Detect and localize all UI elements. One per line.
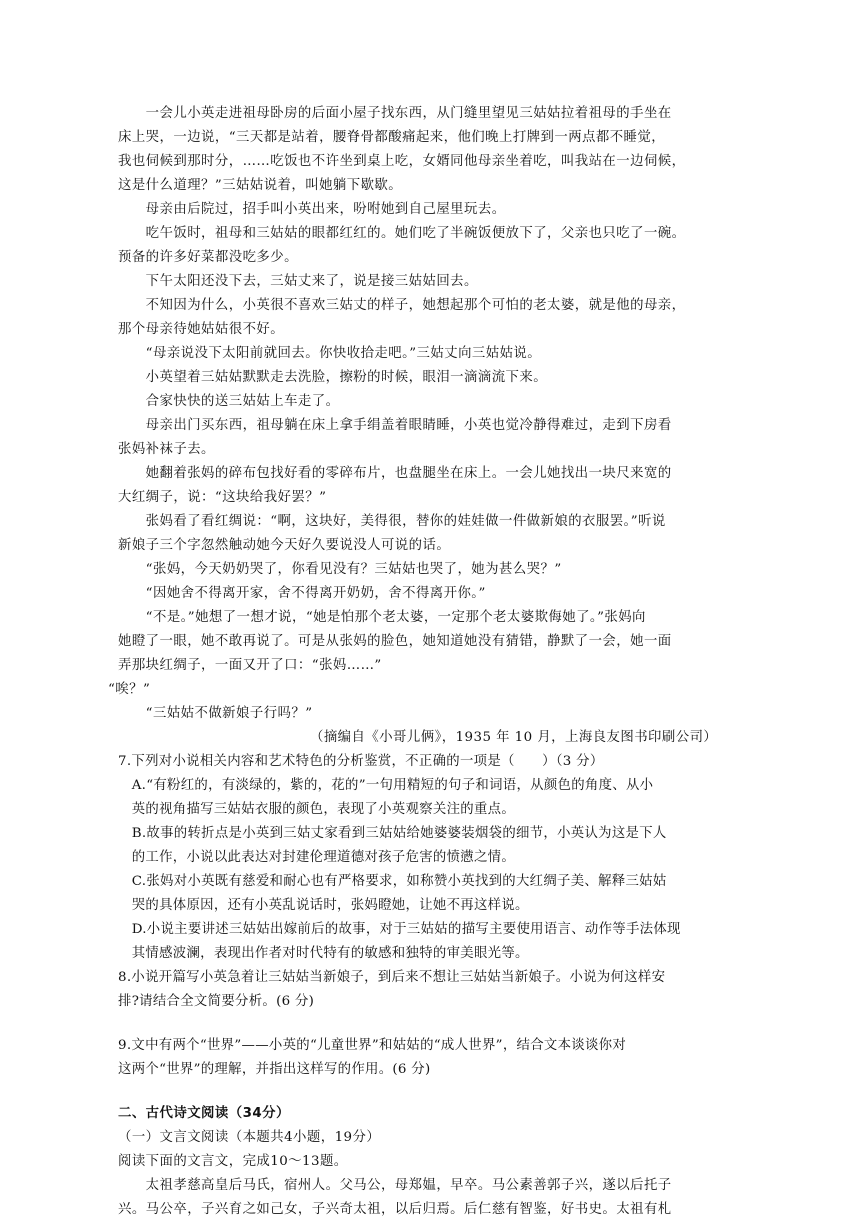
question-7-stem: 7.下列对小说相关内容和艺术特色的分析鉴赏，不正确的一项是（ ）（3 分） (118, 754, 604, 769)
passage-line: “母亲说没下太阳前就回去。你快收拾走吧。”三姑丈向三姑姑说。 (118, 346, 542, 361)
passage-line: 她瞪了一眼，她不敢再说了。可是从张妈的脸色，她知道她没有猜错，静默了一会，她一面 (118, 634, 672, 649)
passage-line: 床上哭，一边说，“三天都是站着，腰脊骨都酸痛起来，他们晚上打牌到一两点都不睡觉， (118, 130, 666, 145)
section-heading: 二、古代诗文阅读（34分） (118, 1106, 290, 1121)
question-7-option: A.“有粉红的，有淡绿的，紫的，花的”一句用精短的句子和词语，从颜色的角度、从小 (118, 778, 654, 793)
question-8: 8.小说开篇写小英急着让三姑姑当新娘子，到后来不想让三姑姑当新娘子。小说为何这样安 (118, 970, 666, 985)
question-7-option: 其情感波澜，表现出作者对时代特有的敏感和独特的审美眼光等。 (118, 946, 529, 961)
passage-line: “因她舍不得离开家，舍不得离开奶奶，舍不得离开你。” (118, 586, 486, 601)
section-subheading: （一）文言文阅读（本题共4小题，19分） (118, 1130, 381, 1145)
passage-line: 她翻着张妈的碎布包找好看的零碎布片，也盘腿坐在床上。一会儿她找出一块尺来宽的 (118, 466, 672, 481)
classical-text-line: 太祖孝慈高皇后马氏，宿州人。父马公，母郑媪，早卒。马公素善郭子兴，遂以后托子 (118, 1178, 672, 1193)
passage-line: 那个母亲待她姑姑很不好。 (118, 322, 285, 337)
passage-line: 这是什么道理？”三姑姑说着，叫她躺下歇歇。 (118, 178, 403, 193)
passage-line: 下午太阳还没下去，三姑丈来了，说是接三姑姑回去。 (118, 274, 478, 289)
passage-line: 我也伺候到那时分，……吃饭也不许坐到桌上吃，女婿同他母亲坐着吃，叫我站在一边伺候， (118, 154, 686, 169)
question-7-option: D.小说主要讲述三姑姑出嫁前后的故事，对于三姑姑的描写主要使用语言、动作等手法体现 (118, 922, 681, 937)
passage-line: “唉？” (108, 682, 151, 697)
passage-line: 吃午饭时，祖母和三姑姑的眼都红红的。她们吃了半碗饭便放下了，父亲也只吃了一碗。 (118, 226, 686, 241)
question-9: 9.文中有两个“世界”——小英的“儿童世界”和姑姑的“成人世界”，结合文本谈谈你对 (118, 1038, 627, 1053)
passage-line: 不知因为什么，小英很不喜欢三姑丈的样子，她想起那个可怕的老太婆，就是他的母亲， (118, 298, 686, 313)
passage-line: 母亲出门买东西，祖母躺在床上拿手绢盖着眼睛睡，小英也觉冷静得难过，走到下房看 (118, 418, 672, 433)
passage-line: “三姑姑不做新娘子行吗？” (118, 706, 313, 721)
question-7-option: C.张妈对小英既有慈爱和耐心也有严格要求，如称赞小英找到的大红绸子美、解释三姑姑 (118, 874, 667, 889)
passage-line: 张妈补袜子去。 (118, 442, 215, 457)
question-9: 这两个“世界”的理解，并指出这样写的作用。(6 分) (118, 1062, 431, 1077)
passage-line: “不是。”她想了一想才说，“她是怕那个老太婆，一定那个老太婆欺侮她了。”张妈向 (118, 610, 646, 625)
passage-line: 小英望着三姑姑默默走去洗脸，擦粉的时候，眼泪一滴滴流下来。 (118, 370, 548, 385)
passage-line: 一会儿小英走进祖母卧房的后面小屋子找东西，从门缝里望见三姑姑拉着祖母的手坐在 (118, 106, 672, 121)
passage-line: 新娘子三个字忽然触动她今天好久要说没人可说的话。 (118, 538, 451, 553)
question-7-option: 哭的具体原因，还有小英乱说话时，张妈瞪她，让她不再这样说。 (118, 898, 529, 913)
passage-line: 张妈看了看红绸说：“啊，这块好，美得很，替你的娃娃做一件做新娘的衣服罢。”听说 (118, 514, 666, 529)
source-citation: （摘编自《小哥儿俩》，1935 年 10 月，上海良友图书印刷公司） (310, 730, 718, 745)
question-7-option: 英的视角描写三姑姑衣服的颜色，表现了小英观察关注的重点。 (118, 802, 516, 817)
passage-line: 合家快快的送三姑姑上车走了。 (118, 394, 340, 409)
passage-line: 弄那块红绸子，一面又开了口：“张妈……” (118, 658, 382, 673)
passage-line: “张妈，今天奶奶哭了，你看见没有？三姑姑也哭了，她为甚么哭？” (118, 562, 562, 577)
section-instruction: 阅读下面的文言文，完成10～13题。 (118, 1154, 348, 1169)
question-8: 排?请结合全文简要分析。(6 分) (118, 994, 315, 1009)
question-7-option: B.故事的转折点是小英到三姑丈家看到三姑姑给她婆婆装烟袋的细节，小英认为这是下人 (118, 826, 667, 841)
passage-line: 大红绸子，说：“这块给我好罢？” (118, 490, 327, 505)
passage-line: 预备的许多好菜都没吃多少。 (118, 250, 298, 265)
passage-line: 母亲由后院过，招手叫小英出来，吩咐她到自己屋里玩去。 (118, 202, 506, 217)
question-7-option: 的工作，小说以此表达对封建伦理道德对孩子危害的愤懑之情。 (118, 850, 516, 865)
classical-text-line: 兴。马公卒，子兴育之如己女，子兴奇太祖，以后归焉。后仁慈有智鉴，好书史。太祖有札 (118, 1202, 672, 1216)
